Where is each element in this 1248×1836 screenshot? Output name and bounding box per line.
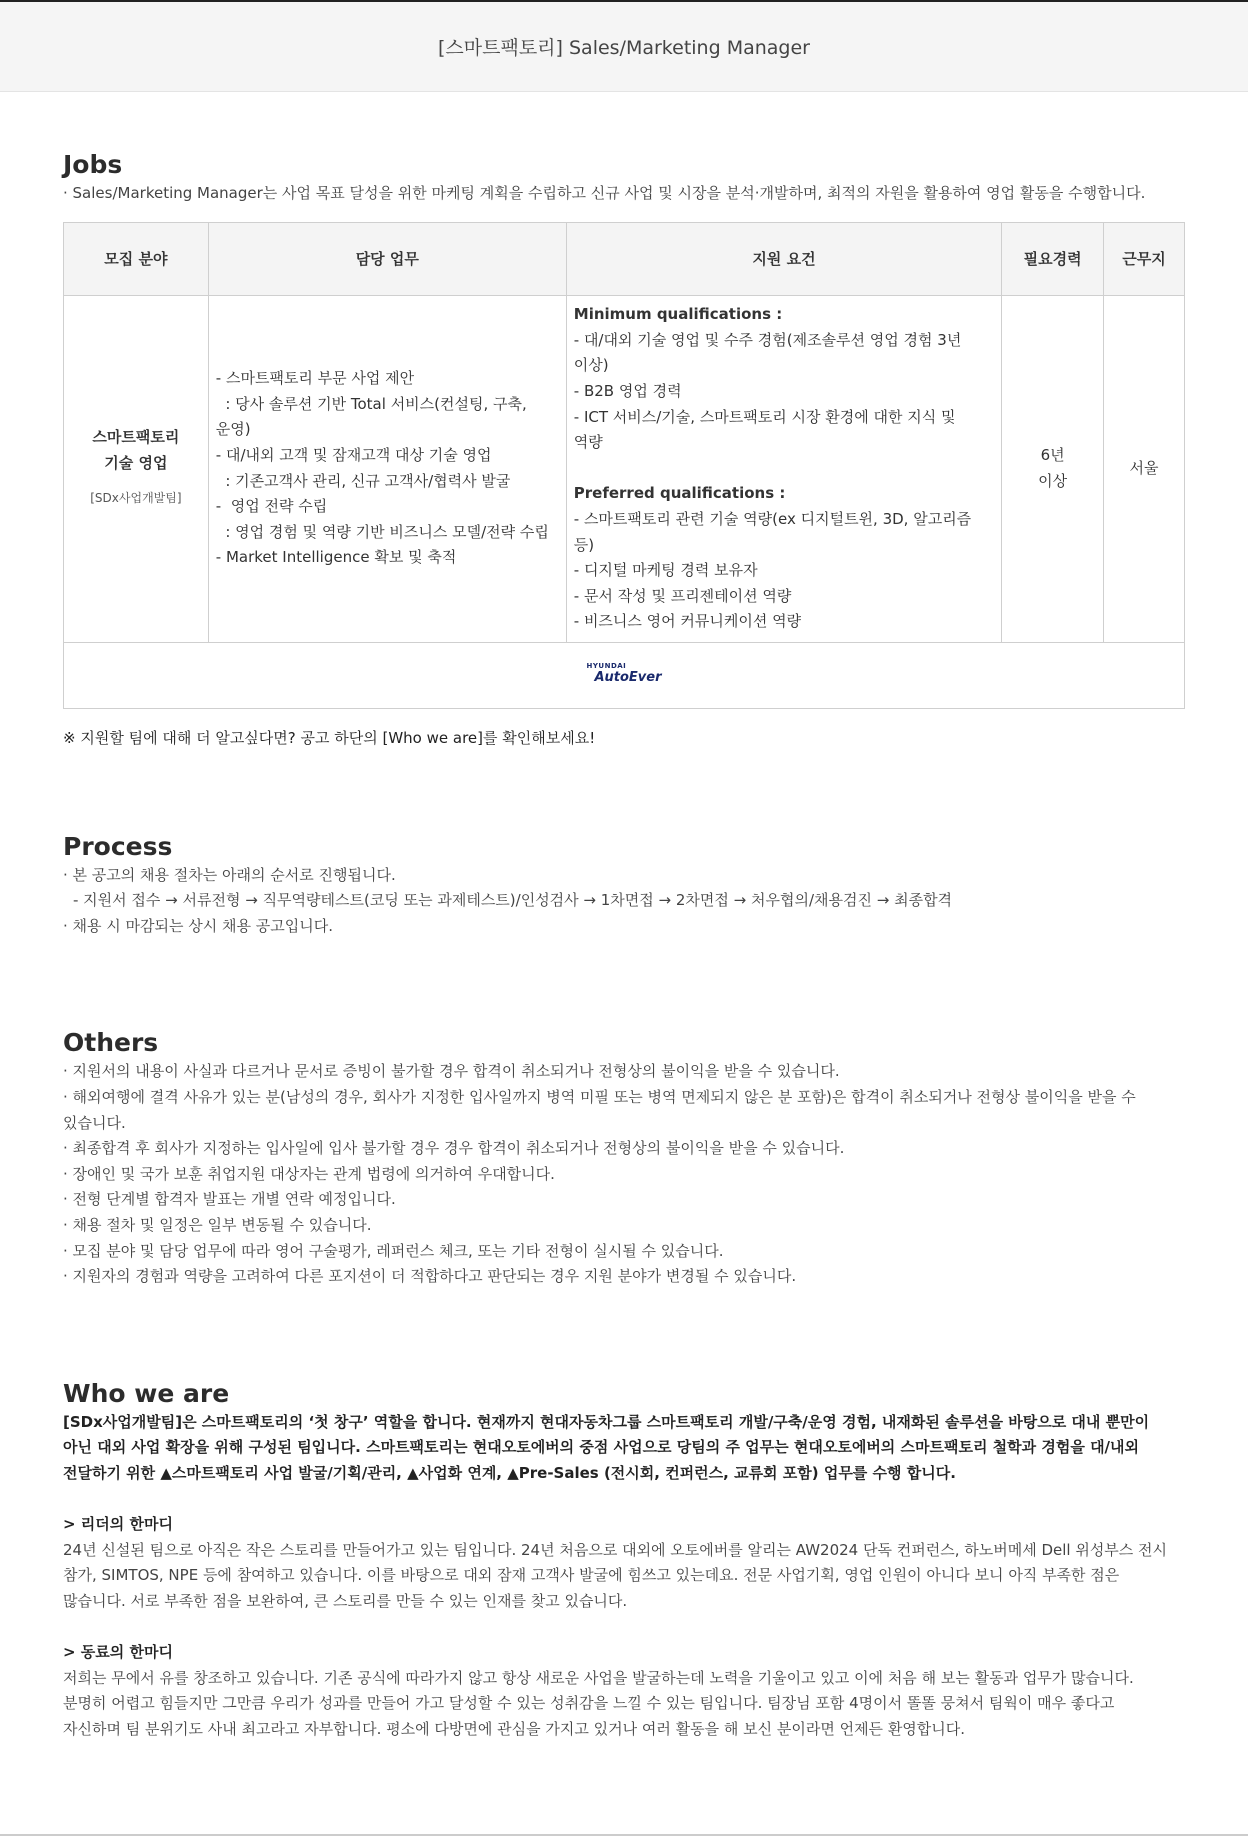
others-line: · 지원자의 경험과 역량을 고려하여 다른 포지션이 더 적합하다고 판단되는 경우 지원 분야가 변경될 수 있습니다. [63,1267,797,1286]
leader-line: 참가, SIMTOS, NPE 등에 참여하고 있습니다. 이를 바탕으로 대외 잠재 고객사 발굴에 힘쓰고 있는데요. 전문 사업기획, 영업 인원이 아니다 보니 아직 부족한 점은 [63,1566,1120,1585]
requirement-line: 이상) [573,356,609,375]
peer-line: 저희는 무에서 유를 창조하고 있습니다. 기존 공식에 따라가지 않고 항상 새로운 사업을 발굴하는데 노력을 기울이고 있고 이에 처음 해 보는 활동과 업무가 많습니다. [63,1668,1134,1687]
field-name-line1: 스마트팩토리 [92,428,180,447]
logo-text-bottom: AutoEver [594,669,662,685]
leader-line: 많습니다. 서로 부족한 점을 보완하여, 큰 스토리를 만들 수 있는 인재를 찾고 있습니다. [63,1591,628,1610]
others-line: · 최종합격 후 회사가 지정하는 입사일에 입사 불가할 경우 경우 합격이 취소되거나 전형상의 불이익을 받을 수 있습니다. [63,1139,845,1158]
career-cell [1002,295,1104,642]
logo-text-top: HYUNDAI [586,661,627,670]
requirement-line: - 스마트팩토리 관련 기술 역량(ex 디지털트윈, 3D, 알고리즘 [573,509,972,528]
col-header-requirements: 지원 요건 [566,222,1001,295]
process-steps: - 지원서 접수 → 서류전형 → 직무역량테스트(코딩 또는 과제테스트)/인성검사 → 1차면접 → 2차면접 → 처우협의/채용검진 → 최종합격 [73,891,953,910]
jobs-heading: Jobs [63,150,123,179]
min-qualifications-title: Minimum qualifications : [573,305,783,324]
pref-qualifications-title: Preferred qualifications : [573,484,786,503]
logo-row [64,642,1185,708]
requirement-line: 등) [573,535,595,554]
job-posting-content [63,92,1185,1742]
process-section [63,831,1185,940]
table-row [64,295,1185,642]
duty-line: : 당사 솔루션 기반 Total 서비스(컨설팅, 구축, [215,394,527,413]
who-intro-line: 전달하기 위한 ▲스마트팩토리 사업 발굴/기획/관리, ▲사업화 연계, ▲Pre-Sales (전시회, 컨퍼런스, 교류회 포함) 업무를 수행 합니다. [63,1463,956,1482]
team-note: ※ 지원할 팀에 대해 더 알고싶다면? 공고 하단의 [Who we are]를 확인해보세요! [63,728,596,747]
hyundai-autoever-logo [586,661,661,683]
jobs-section [63,149,1185,748]
requirement-line: - 대/대외 기술 영업 및 수주 경험(제조솔루션 영업 경험 3년 [573,330,962,349]
others-section [63,1027,1185,1289]
career-line2: 이상 [1038,471,1068,490]
peer-line: 분명히 어렵고 힘들지만 그만큼 우리가 성과를 만들어 가고 달성할 수 있는 성취감을 느낄 수 있는 팀입니다. 팀장님 포함 4명이서 똘똘 뭉쳐서 팀웍이 매우 좋다고 [63,1694,1115,1713]
process-line: · 채용 시 마감되는 상시 채용 공고입니다. [63,916,333,935]
spacer [63,1487,1185,1513]
others-heading: Others [63,1028,159,1058]
spacer [63,1614,1185,1640]
page-title: [스마트팩토리] Sales/Marketing Manager [438,37,810,59]
duty-line: : 기존고객사 관리, 신규 고객사/협력사 발굴 [215,471,511,490]
duties-cell [208,295,566,642]
field-name-line2: 기술 영업 [104,453,168,472]
process-heading: Process [63,831,173,861]
duty-line: - Market Intelligence 확보 및 축적 [215,548,457,567]
jobs-table [63,222,1185,709]
who-heading: Who we are [63,1378,230,1408]
requirements-cell [566,295,1001,642]
others-line: 있습니다. [63,1113,126,1132]
peer-title: > 동료의 한마디 [63,1643,173,1662]
jobs-table-header-row [64,222,1185,295]
duty-line: 운영) [215,420,251,439]
requirement-line: - B2B 영업 경력 [573,382,682,401]
duty-line: - 대/내외 고객 및 잠재고객 대상 기술 영업 [215,446,492,464]
field-team: [SDx사업개발팀] [90,491,182,506]
requirement-line: - 문서 작성 및 프리젠테이션 역량 [573,586,792,605]
others-line: · 모집 분야 및 담당 업무에 따라 영어 구술평가, 레퍼런스 체크, 또는 기타 전형이 실시될 수 있습니다. [63,1241,724,1260]
who-intro-line: 아닌 대외 사업 확장을 위해 구성된 팀입니다. 스마트팩토리는 현대오토에버의 중점 사업으로 당팀의 주 업무는 현대오토에버의 스마트팩토리 철학과 경험을 대/내외 [63,1438,1140,1457]
requirement-line: 역량 [573,433,603,452]
page-header [0,0,1248,92]
others-line: · 지원서의 내용이 사실과 다르거나 문서로 증빙이 불가할 경우 합격이 취소되거나 전형상의 불이익을 받을 수 있습니다. [63,1062,840,1081]
leader-title: > 리더의 한마디 [63,1515,173,1534]
process-line: · 본 공고의 채용 절차는 아래의 순서로 진행됩니다. [63,865,396,884]
who-we-are-section [63,1378,1185,1743]
jobs-intro: · Sales/Marketing Manager는 사업 목표 달성을 위한 마케팅 계획을 수립하고 신규 사업 및 시장을 분석·개발하며, 최적의 자원을 활용하여 영업 활동을 수행합니다. [63,184,1146,202]
others-line: · 채용 절차 및 일정은 일부 변동될 수 있습니다. [63,1215,372,1234]
col-header-location: 근무지 [1104,222,1185,295]
peer-line: 자신하며 팀 분위기도 사내 최고라고 자부합니다. 평소에 다방면에 관심을 가지고 있거나 여러 활동을 해 보신 분이라면 언제든 환영합니다. [63,1719,966,1738]
col-header-duties: 담당 업무 [208,222,566,295]
others-line: · 해외여행에 결격 사유가 있는 분(남성의 경우, 회사가 지정한 입사일까지 병역 미필 또는 병역 면제되지 않은 분 포함)은 합격이 취소되거나 전형상 불이익을 받을 수 [63,1087,1136,1106]
leader-line: 24년 신설된 팀으로 아직은 작은 스토리를 만들어가고 있는 팀입니다. 24년 처음으로 대외에 오토에버를 알리는 AW2024 단독 컨퍼런스, 하노버메세 Dell 위성부스 전시 [63,1540,1168,1559]
others-line: · 장애인 및 국가 보훈 취업지원 대상자는 관계 법령에 의거하여 우대합니다. [63,1164,555,1183]
logo-cell [64,642,1185,708]
requirement-line: - 비즈니스 영어 커뮤니케이션 역량 [573,612,802,631]
duty-line: : 영업 경험 및 역량 기반 비즈니스 모델/전략 수립 [215,522,549,541]
field-cell [64,295,209,642]
col-header-field: 모집 분야 [64,222,209,295]
requirement-line: - 디지털 마케팅 경력 보유자 [573,561,758,580]
location-cell: 서울 [1104,295,1185,642]
duty-line: - 스마트팩토리 부문 사업 제안 [215,369,415,388]
career-line1: 6년 [1040,446,1065,464]
others-line: · 전형 단계별 합격자 발표는 개별 연락 예정입니다. [63,1190,396,1209]
col-header-career: 필요경력 [1002,222,1104,295]
duty-line: - 영업 전략 수립 [215,497,328,516]
who-intro-line: [SDx사업개발팀]은 스마트팩토리의 ‘첫 창구’ 역할을 합니다. 현재까지 현대자동차그룹 스마트팩토리 개발/구축/운영 경험, 내재화된 솔루션을 바탕으로 대내 뿐만이 [63,1412,1150,1431]
requirement-line: - ICT 서비스/기술, 스마트팩토리 시장 환경에 대한 지식 및 [573,407,956,426]
spacer [574,456,994,482]
